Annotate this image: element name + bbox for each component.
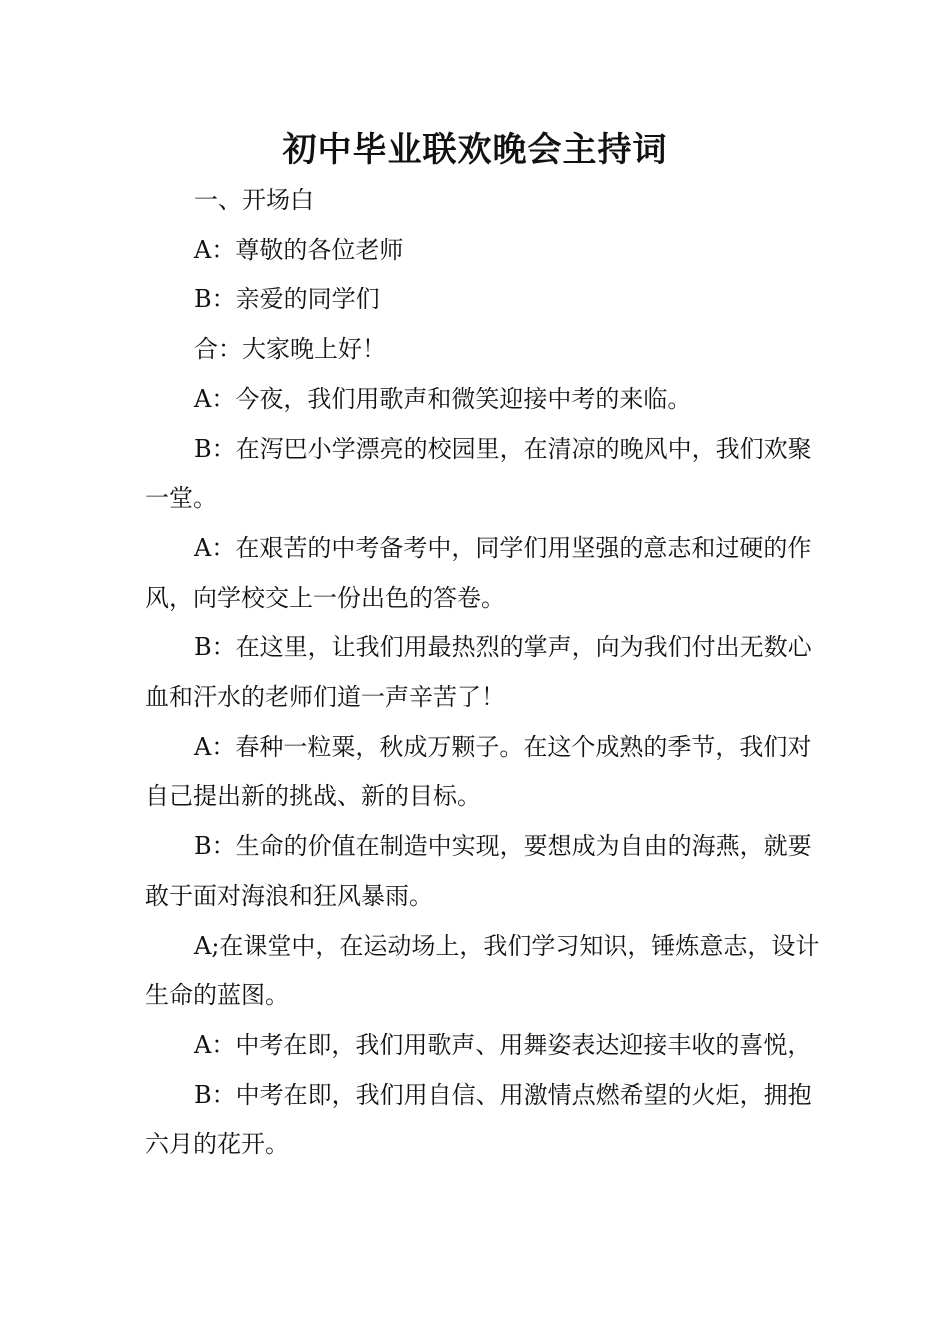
paragraph: 合：大家晚上好！: [194, 335, 386, 364]
paragraph: A：今夜，我们用歌声和微笑迎接中考的来临。: [194, 384, 692, 413]
paragraph: A：春种一粒粟，秋成万颗子。在这个成熟的季节，我们对自己提出新的挑战、新的目标。: [145, 732, 812, 811]
paragraph: B：在这里，让我们用最热烈的掌声，向为我们付出无数心血和汗水的老师们道一声辛苦了！: [145, 633, 812, 712]
paragraph: B：生命的价值在制造中实现，要想成为自由的海燕，就要敢于面对海浪和狂风暴雨。: [145, 832, 812, 910]
paragraph: A;在课堂中，在运动场上，我们学习知识，锤炼意志，设计生命的蓝图。: [145, 931, 820, 1010]
paragraph: B：亲爱的同学们: [194, 285, 380, 314]
document-title: 初中毕业联欢晚会主持词: [282, 130, 668, 170]
paragraph: B：中考在即，我们用自信、用激情点燃希望的火炬，拥抱六月的花开。: [145, 1080, 812, 1159]
paragraph: A：中考在即，我们用歌声、用舞姿表达迎接丰收的喜悦，: [194, 1030, 812, 1059]
paragraph: A：尊敬的各位老师: [194, 235, 404, 264]
paragraph: B：在泻巴小学漂亮的校园里，在清凉的晚风中，我们欢聚一堂。: [145, 434, 812, 513]
paragraph: A：在艰苦的中考备考中，同学们用坚强的意志和过硬的作风，向学校交上一份出色的答卷。: [145, 533, 812, 612]
section-heading-opening: 一、开场白: [194, 186, 314, 214]
document-body: [145, 176, 821, 1170]
